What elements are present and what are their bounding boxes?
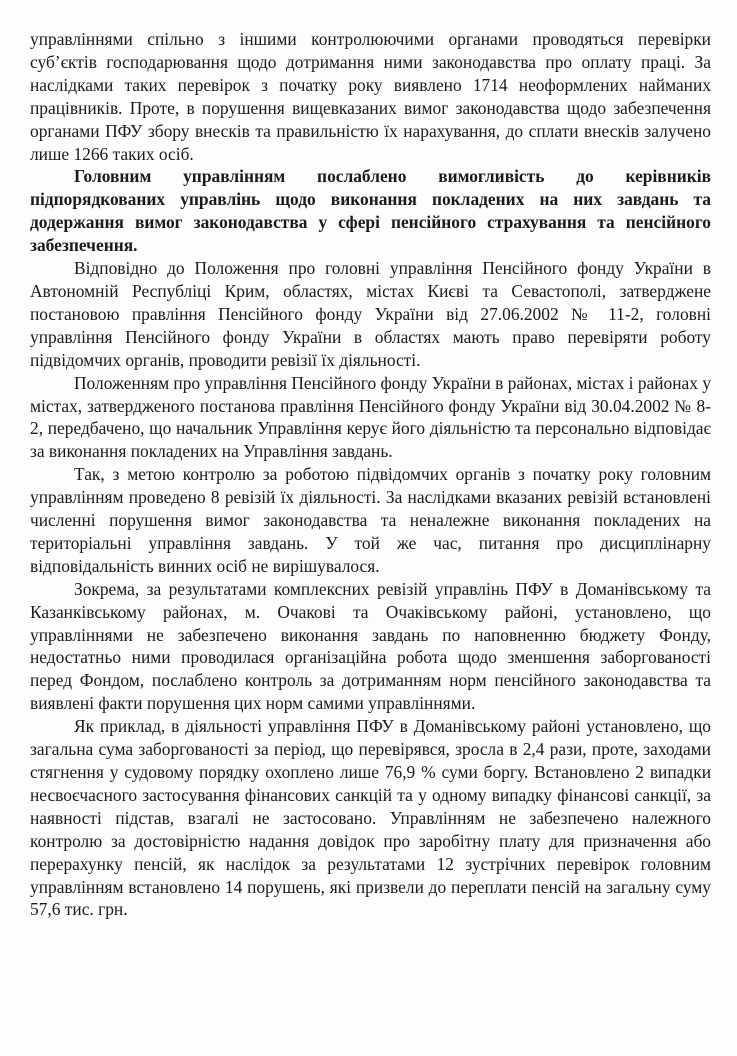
paragraph-7: Як приклад, в діяльності управління ПФУ в Доманівському районі установлено, що загальна сума заборгованості за період, що перевірявся, зросла в 2,4 рази, проте, заходами стягнення у судовому порядку охоплено лише 76,9 % суми боргу. Встановлено 2 випадки несвоєчасного застосування фінансових санкцій та у одному випадку фінансові санкції, за наявності підстав, взагалі не застосовано. Управлінням не забезпечено належного контролю за достовірністю надання довідок про заробітну плату для призначення або перерахунку пенсій, як наслідок за результатами 12 зустрічних перевірок головним управлінням встановлено 14 порушень, які призвели до переплати пенсій на загальну суму 57,6 тис. грн. bbox=[30, 716, 711, 920]
paragraph-6: Зокрема, за результатами комплексних ревізій управлінь ПФУ в Доманівському та Казанківському районах, м. Очакові та Очаківському районі, установлено, що управліннями не забезпечено виконання завдань по наповненню бюджету Фонду, недостатньо ними проводилася організаційна робота щодо зменшення заборгованості перед Фондом, послаблено контроль за дотриманням норм пенсійного законодавства та виявлені факти порушення цих норм самими управліннями. bbox=[30, 578, 711, 714]
paragraph-5: Так, з метою контролю за роботою підвідомчих органів з початку року головним управлінням проведено 8 ревізій їх діяльності. За наслідками вказаних ревізій встановлені численні порушення вимог законодавства та неналежне виконання покладених на територіальні управління завдань. У той же час, питання про дисциплінарну відповідальність винних осіб не вирішувалося. bbox=[30, 464, 711, 576]
paragraph-2-heading: Головним управлінням послаблено вимогливість до керівників підпорядкованих управлінь щодо виконання покладених на них завдань та додержання вимог законодавства у сфері пенсійного страхування та пенсійного забезпечення. bbox=[30, 166, 711, 256]
paragraph-3: Відповідно до Положення про головні управління Пенсійного фонду України в Автономній Республіці Крим, областях, містах Києві та Севастополі, затверджене постановою правління Пенсійного фонду України від 27.06.2002 № 11-2, головні управління Пенсійного фонду України в областях мають право перевіряти роботу підвідомчих органів, проводити ревізії їх діяльності. bbox=[30, 258, 711, 370]
paragraph-4: Положенням про управління Пенсійного фонду України в районах, містах і районах у містах, затвердженого постанова правління Пенсійного фонду України від 30.04.2002 № 8-2, передбачено, що начальник Управління керує його діяльністю та персонально відповідає за виконання покладених на Управління завдань. bbox=[30, 372, 712, 462]
paragraph-1: управліннями спільно з іншими контролюючими органами проводяться перевірки суб’єктів господарювання щодо дотримання ними законодавства про оплату праці. За наслідками таких перевірок з початку року виявлено 1714 неоформлених найманих працівників. Проте, в порушення вищевказаних вимог законодавства щодо забезпечення органами ПФУ збору внесків та правильністю їх нарахування, до сплати внесків залучено лише 1266 таких осіб. bbox=[30, 29, 711, 164]
